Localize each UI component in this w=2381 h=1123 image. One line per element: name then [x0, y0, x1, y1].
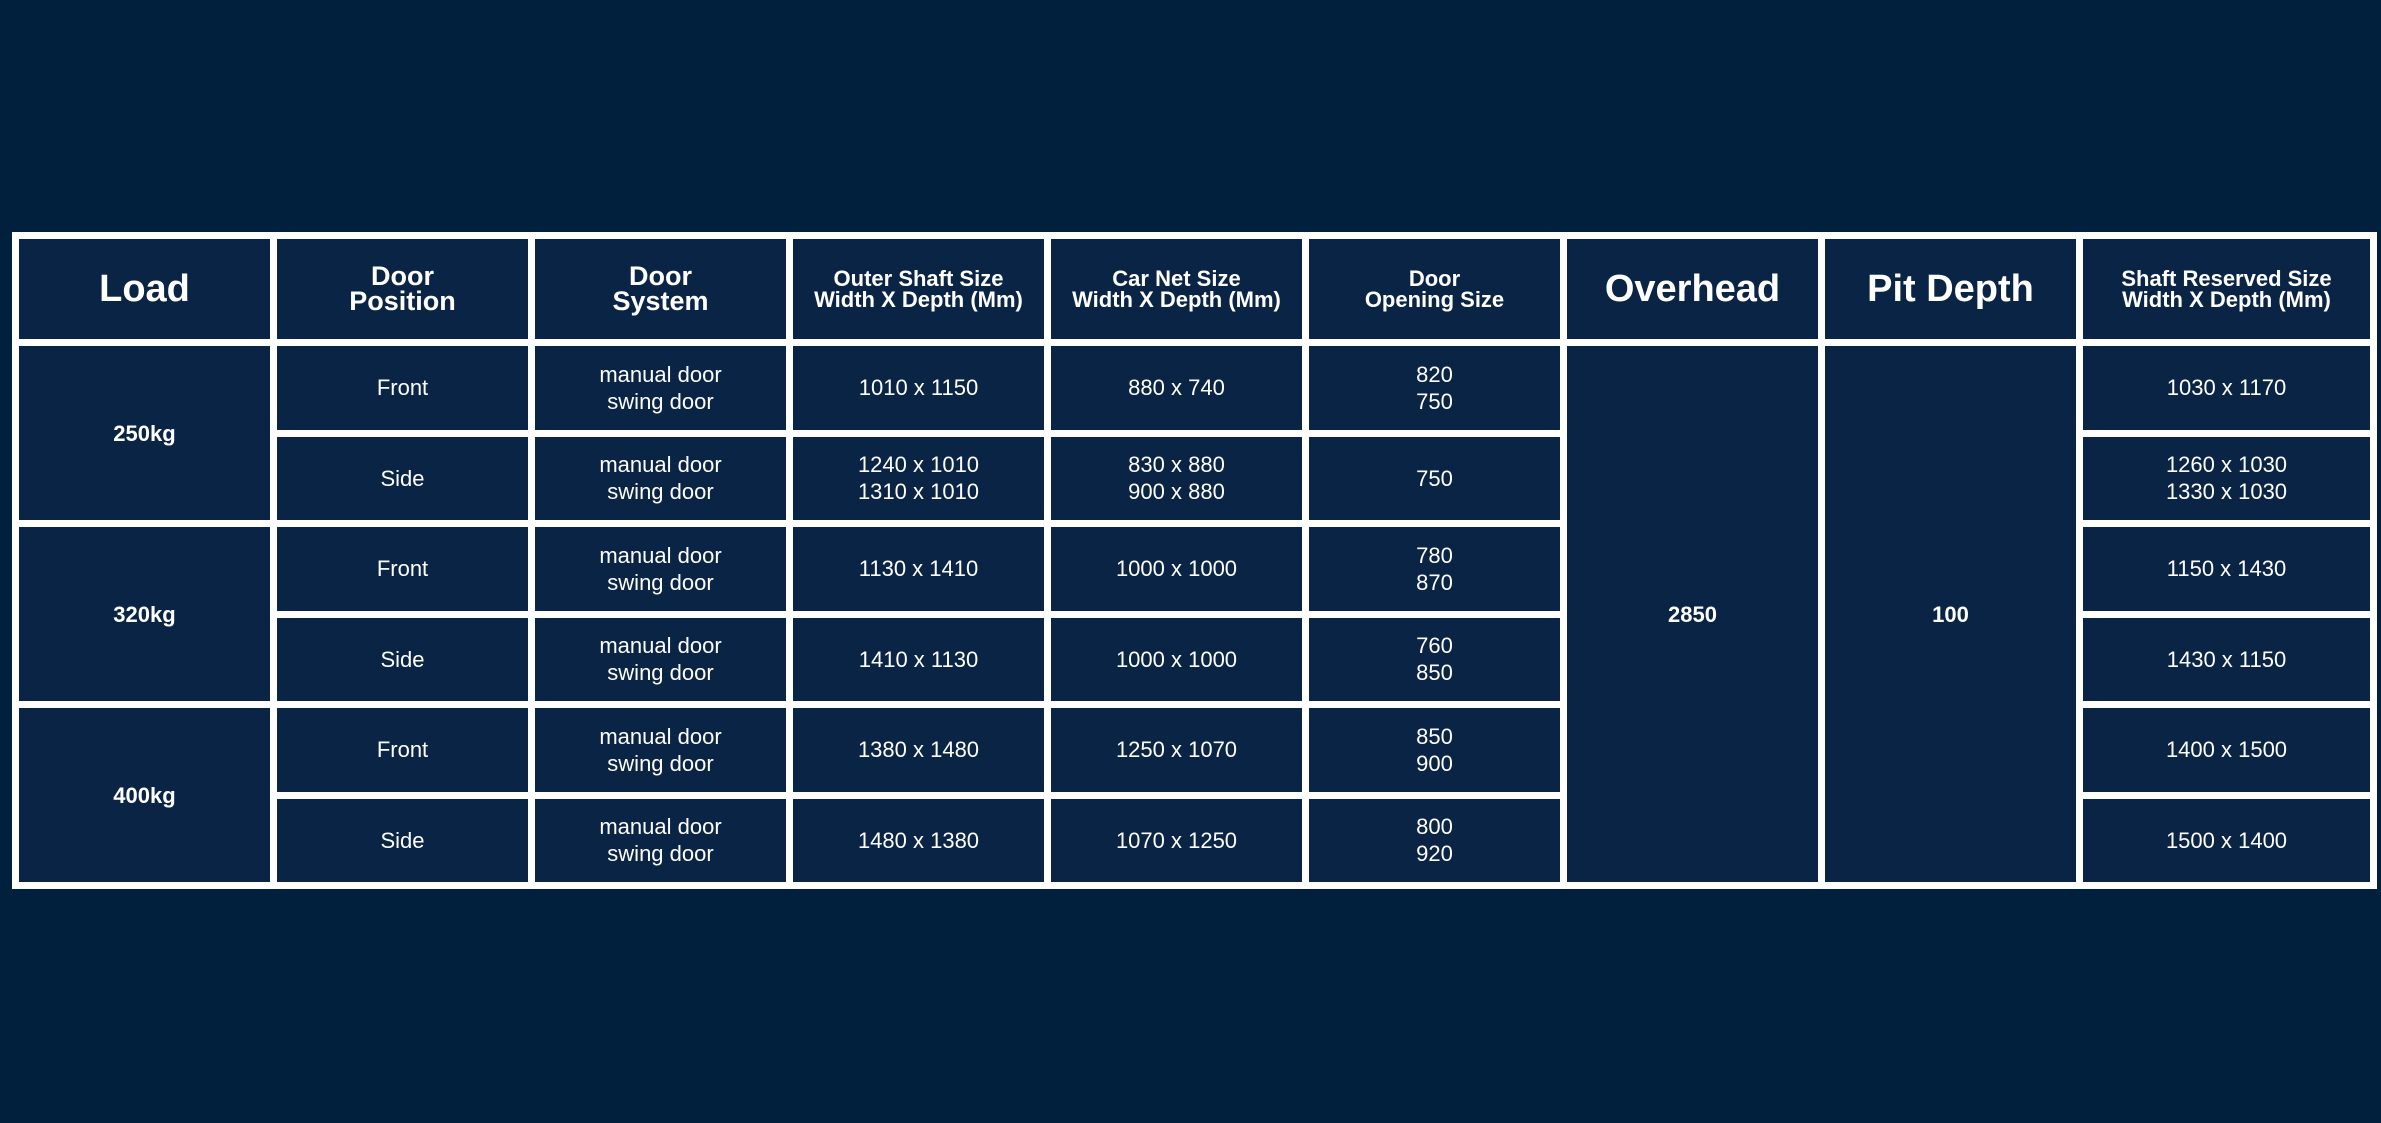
header-door-position: Door Position [274, 236, 532, 343]
outer-shaft-cell: 1380 x 1480 [790, 705, 1048, 796]
door-opening-cell: 820 750 [1306, 343, 1564, 434]
header-overhead: Overhead [1564, 236, 1822, 343]
table-row [16, 343, 2374, 434]
door-position-cell: Side [274, 795, 532, 886]
shaft-reserved-cell: 1400 x 1500 [2080, 705, 2374, 796]
header-load: Load [16, 236, 274, 343]
door-position-cell: Side [274, 433, 532, 524]
header-shaft-reserved-size: Shaft Reserved Size Width X Depth (Mm) [2080, 236, 2374, 343]
door-system-cell: manual door swing door [532, 614, 790, 705]
header-car-net-size: Car Net Size Width X Depth (Mm) [1048, 236, 1306, 343]
shaft-reserved-cell: 1430 x 1150 [2080, 614, 2374, 705]
elevator-spec-table [12, 232, 2377, 889]
load-cell: 400kg [16, 705, 274, 886]
door-opening-cell: 750 [1306, 433, 1564, 524]
car-net-cell: 880 x 740 [1048, 343, 1306, 434]
door-position-cell: Front [274, 705, 532, 796]
car-net-cell: 1250 x 1070 [1048, 705, 1306, 796]
car-net-cell: 1000 x 1000 [1048, 524, 1306, 615]
door-system-cell: manual door swing door [532, 433, 790, 524]
shaft-reserved-cell: 1500 x 1400 [2080, 795, 2374, 886]
door-system-cell: manual door swing door [532, 795, 790, 886]
door-position-cell: Front [274, 343, 532, 434]
outer-shaft-cell: 1130 x 1410 [790, 524, 1048, 615]
pit-depth-value: 100 [1822, 343, 2080, 886]
outer-shaft-cell: 1480 x 1380 [790, 795, 1048, 886]
outer-shaft-cell: 1410 x 1130 [790, 614, 1048, 705]
header-door-system: Door System [532, 236, 790, 343]
door-system-cell: manual door swing door [532, 524, 790, 615]
header-outer-shaft-size: Outer Shaft Size Width X Depth (Mm) [790, 236, 1048, 343]
shaft-reserved-cell: 1150 x 1430 [2080, 524, 2374, 615]
door-system-cell: manual door swing door [532, 705, 790, 796]
header-row [16, 236, 2374, 343]
shaft-reserved-cell: 1030 x 1170 [2080, 343, 2374, 434]
door-opening-cell: 850 900 [1306, 705, 1564, 796]
outer-shaft-cell: 1240 x 1010 1310 x 1010 [790, 433, 1048, 524]
load-cell: 250kg [16, 343, 274, 524]
door-opening-cell: 800 920 [1306, 795, 1564, 886]
header-pit-depth: Pit Depth [1822, 236, 2080, 343]
car-net-cell: 1070 x 1250 [1048, 795, 1306, 886]
car-net-cell: 1000 x 1000 [1048, 614, 1306, 705]
door-system-cell: manual door swing door [532, 343, 790, 434]
header-door-opening-size: Door Opening Size [1306, 236, 1564, 343]
door-opening-cell: 760 850 [1306, 614, 1564, 705]
overhead-value: 2850 [1564, 343, 1822, 886]
shaft-reserved-cell: 1260 x 1030 1330 x 1030 [2080, 433, 2374, 524]
door-opening-cell: 780 870 [1306, 524, 1564, 615]
car-net-cell: 830 x 880 900 x 880 [1048, 433, 1306, 524]
load-cell: 320kg [16, 524, 274, 705]
door-position-cell: Front [274, 524, 532, 615]
door-position-cell: Side [274, 614, 532, 705]
outer-shaft-cell: 1010 x 1150 [790, 343, 1048, 434]
